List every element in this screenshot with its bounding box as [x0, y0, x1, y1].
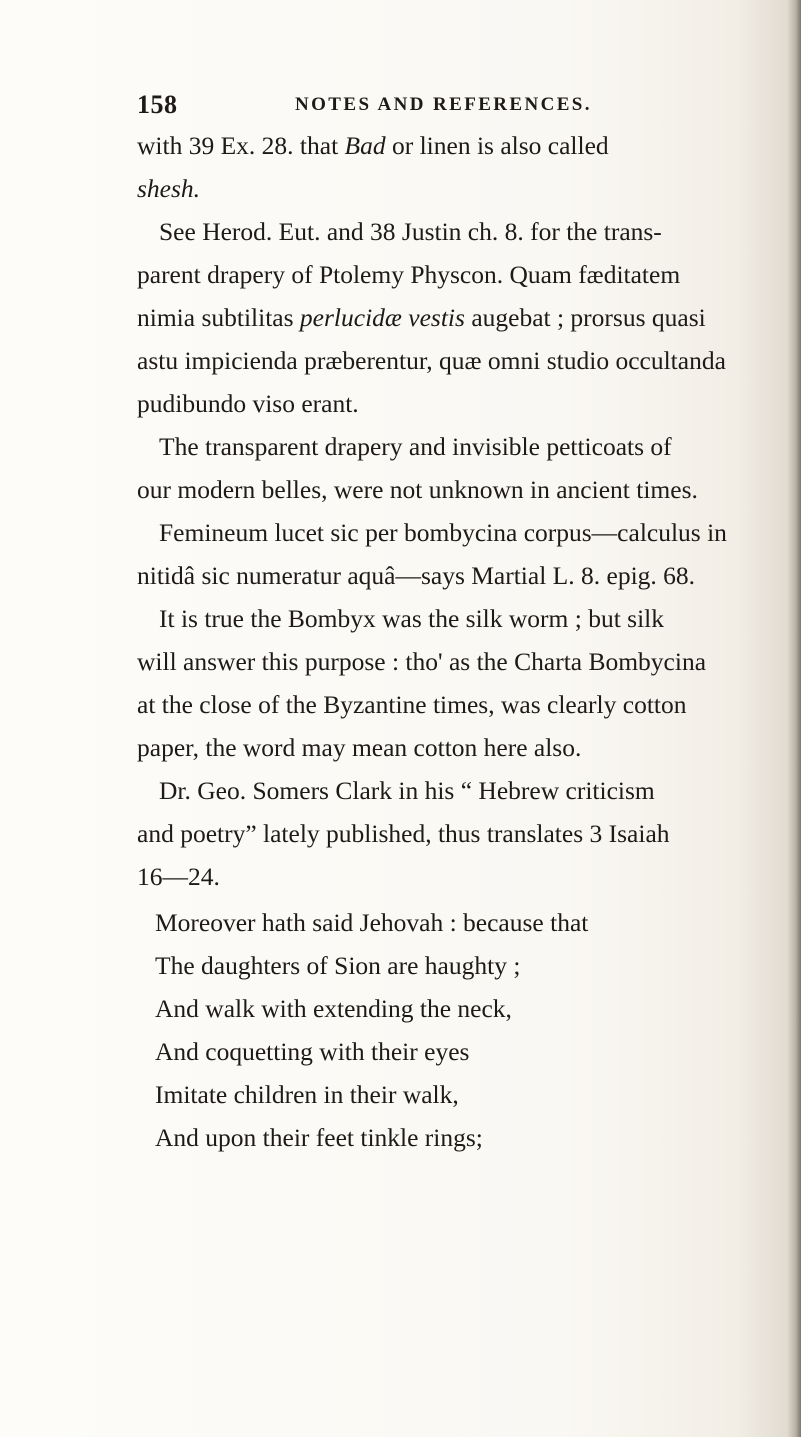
page-edge-shadow: [787, 0, 801, 1437]
verse-line: The daughters of Sion are haughty ;: [155, 951, 521, 980]
body-text: [137, 124, 727, 1159]
text-line: 16—24.: [137, 862, 220, 891]
running-head: NOTES AND REFERENCES.: [295, 94, 592, 115]
text-line: at the close of the Byzantine times, was clearly cotton: [137, 690, 687, 719]
text-line: shesh.: [137, 174, 201, 203]
verse-line: Moreover hath said Jehovah : because that: [155, 908, 589, 937]
text-line: with 39 Ex. 28. that Bad or linen is also called: [137, 131, 609, 160]
verse-line: And walk with extending the neck,: [155, 994, 512, 1023]
text-line: Dr. Geo. Somers Clark in his “ Hebrew criticism: [159, 776, 655, 805]
text-line: It is true the Bombyx was the silk worm ; but silk: [159, 604, 665, 633]
text-line: our modern belles, were not unknown in ancient times.: [137, 475, 698, 504]
verse-line: Imitate children in their walk,: [155, 1080, 459, 1109]
text-line: The transparent drapery and invisible petticoats of: [159, 432, 672, 461]
text-line: nitidâ sic numeratur aquâ—says Martial L. 8. epig. 68.: [137, 561, 696, 590]
page-number: 158: [137, 90, 178, 119]
text-line: astu impicienda præberentur, quæ omni studio occultanda: [137, 346, 726, 375]
text-line: paper, the word may mean cotton here also.: [137, 733, 582, 762]
text-line: parent drapery of Ptolemy Physcon. Quam fæditatem: [137, 260, 681, 289]
text-line: will answer this purpose : tho' as the Charta Bombycina: [137, 647, 707, 676]
text-line: Femineum lucet sic per bombycina corpus—calculus in: [159, 518, 727, 547]
text-line: nimia subtilitas perlucidæ vestis augebat ; prorsus quasi: [137, 303, 706, 332]
verse-line: And coquetting with their eyes: [155, 1037, 470, 1066]
text-line: and poetry” lately published, thus translates 3 Isaiah: [137, 819, 670, 848]
page-header: [137, 90, 657, 120]
text-line: See Herod. Eut. and 38 Justin ch. 8. for the trans-: [159, 217, 662, 246]
verse-line: And upon their feet tinkle rings;: [155, 1123, 483, 1152]
text-line: pudibundo viso erant.: [137, 389, 359, 418]
